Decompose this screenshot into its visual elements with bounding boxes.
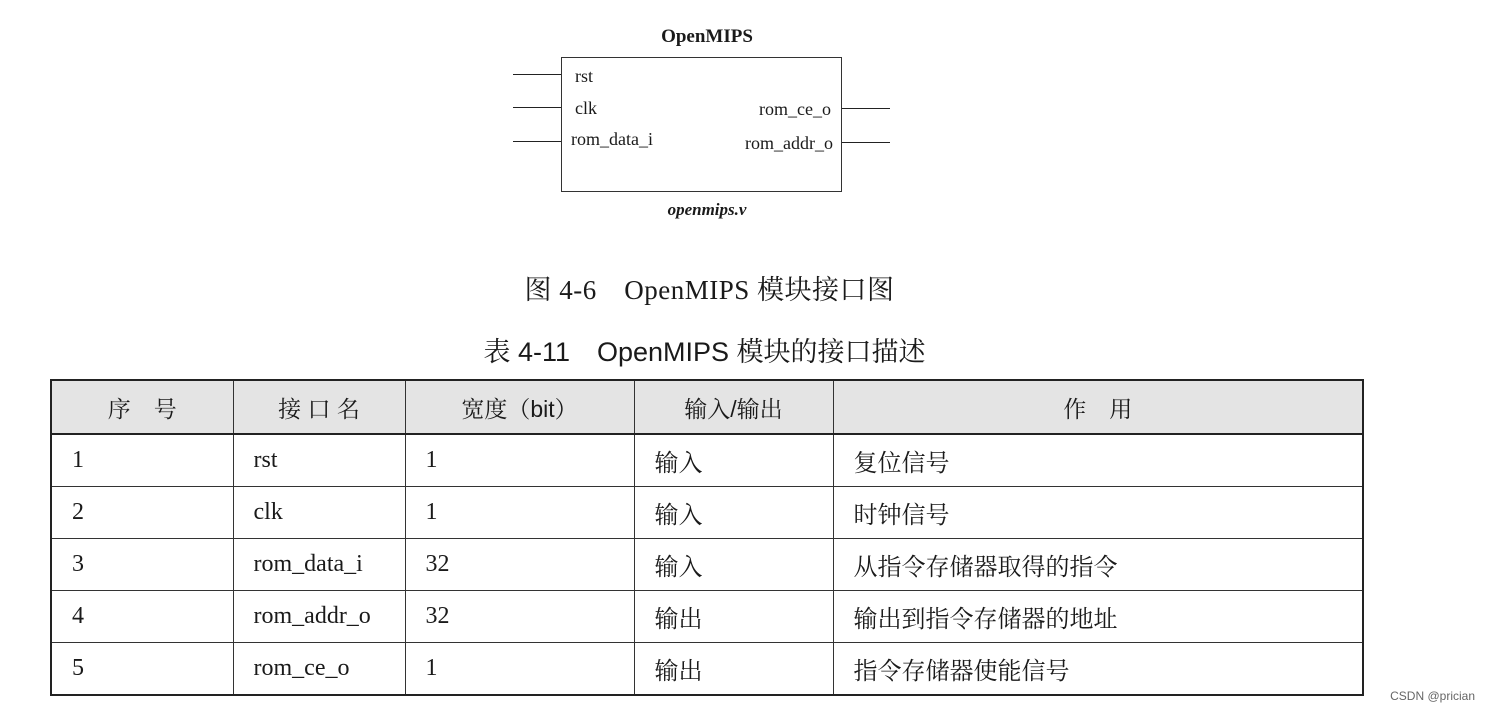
cell-width: 32: [405, 591, 634, 643]
header-port-name: 接 口 名: [233, 380, 405, 434]
cell-width: 1: [405, 487, 634, 539]
input-wire-rst: [513, 74, 561, 75]
header-direction: 输入/输出: [634, 380, 833, 434]
cell-direction: 输入: [634, 539, 833, 591]
output-wire-rom-addr-o: [842, 142, 890, 143]
cell-function: 输出到指令存储器的地址: [833, 591, 1363, 643]
cell-index: 3: [51, 539, 233, 591]
table-row: [51, 591, 1363, 643]
interface-table-wrapper: [50, 379, 1362, 693]
cell-port-name: rst: [233, 434, 405, 487]
cell-function: 复位信号: [833, 434, 1363, 487]
port-label-rom-addr-o: rom_addr_o: [745, 133, 833, 153]
cell-port-name: rom_ce_o: [233, 643, 405, 696]
header-index: 序 号: [51, 380, 233, 434]
header-width: 宽度（bit）: [405, 380, 634, 434]
port-label-rom-data-i: rom_data_i: [571, 129, 653, 149]
table-caption: 表 4-11 OpenMIPS 模块的接口描述: [483, 337, 926, 367]
figure-caption: 图 4-6 OpenMIPS 模块接口图: [524, 275, 895, 305]
cell-function: 指令存储器使能信号: [833, 643, 1363, 696]
cell-index: 5: [51, 643, 233, 696]
table-header-row: [51, 380, 1363, 434]
module-box: [561, 57, 842, 192]
cell-port-name: rom_addr_o: [233, 591, 405, 643]
cell-index: 2: [51, 487, 233, 539]
table-row: [51, 539, 1363, 591]
cell-width: 32: [405, 539, 634, 591]
module-file-name: openmips.v: [667, 200, 747, 219]
cell-port-name: clk: [233, 487, 405, 539]
cell-port-name: rom_data_i: [233, 539, 405, 591]
cell-function: 时钟信号: [833, 487, 1363, 539]
port-label-rst: rst: [575, 66, 593, 86]
cell-direction: 输入: [634, 487, 833, 539]
interface-table: [50, 379, 1364, 696]
header-function: 作 用: [833, 380, 1363, 434]
cell-index: 4: [51, 591, 233, 643]
watermark: CSDN @prician: [1390, 689, 1475, 703]
cell-direction: 输入: [634, 434, 833, 487]
cell-direction: 输出: [634, 591, 833, 643]
cell-index: 1: [51, 434, 233, 487]
module-title: OpenMIPS: [661, 26, 753, 47]
table-row: [51, 487, 1363, 539]
input-wire-clk: [513, 107, 561, 108]
cell-width: 1: [405, 643, 634, 696]
output-wire-rom-ce-o: [842, 108, 890, 109]
input-wire-rom-data-i: [513, 141, 561, 142]
cell-function: 从指令存储器取得的指令: [833, 539, 1363, 591]
table-row: [51, 434, 1363, 487]
cell-width: 1: [405, 434, 634, 487]
port-label-rom-ce-o: rom_ce_o: [759, 99, 831, 119]
table-row: [51, 643, 1363, 696]
port-label-clk: clk: [575, 98, 597, 118]
cell-direction: 输出: [634, 643, 833, 696]
